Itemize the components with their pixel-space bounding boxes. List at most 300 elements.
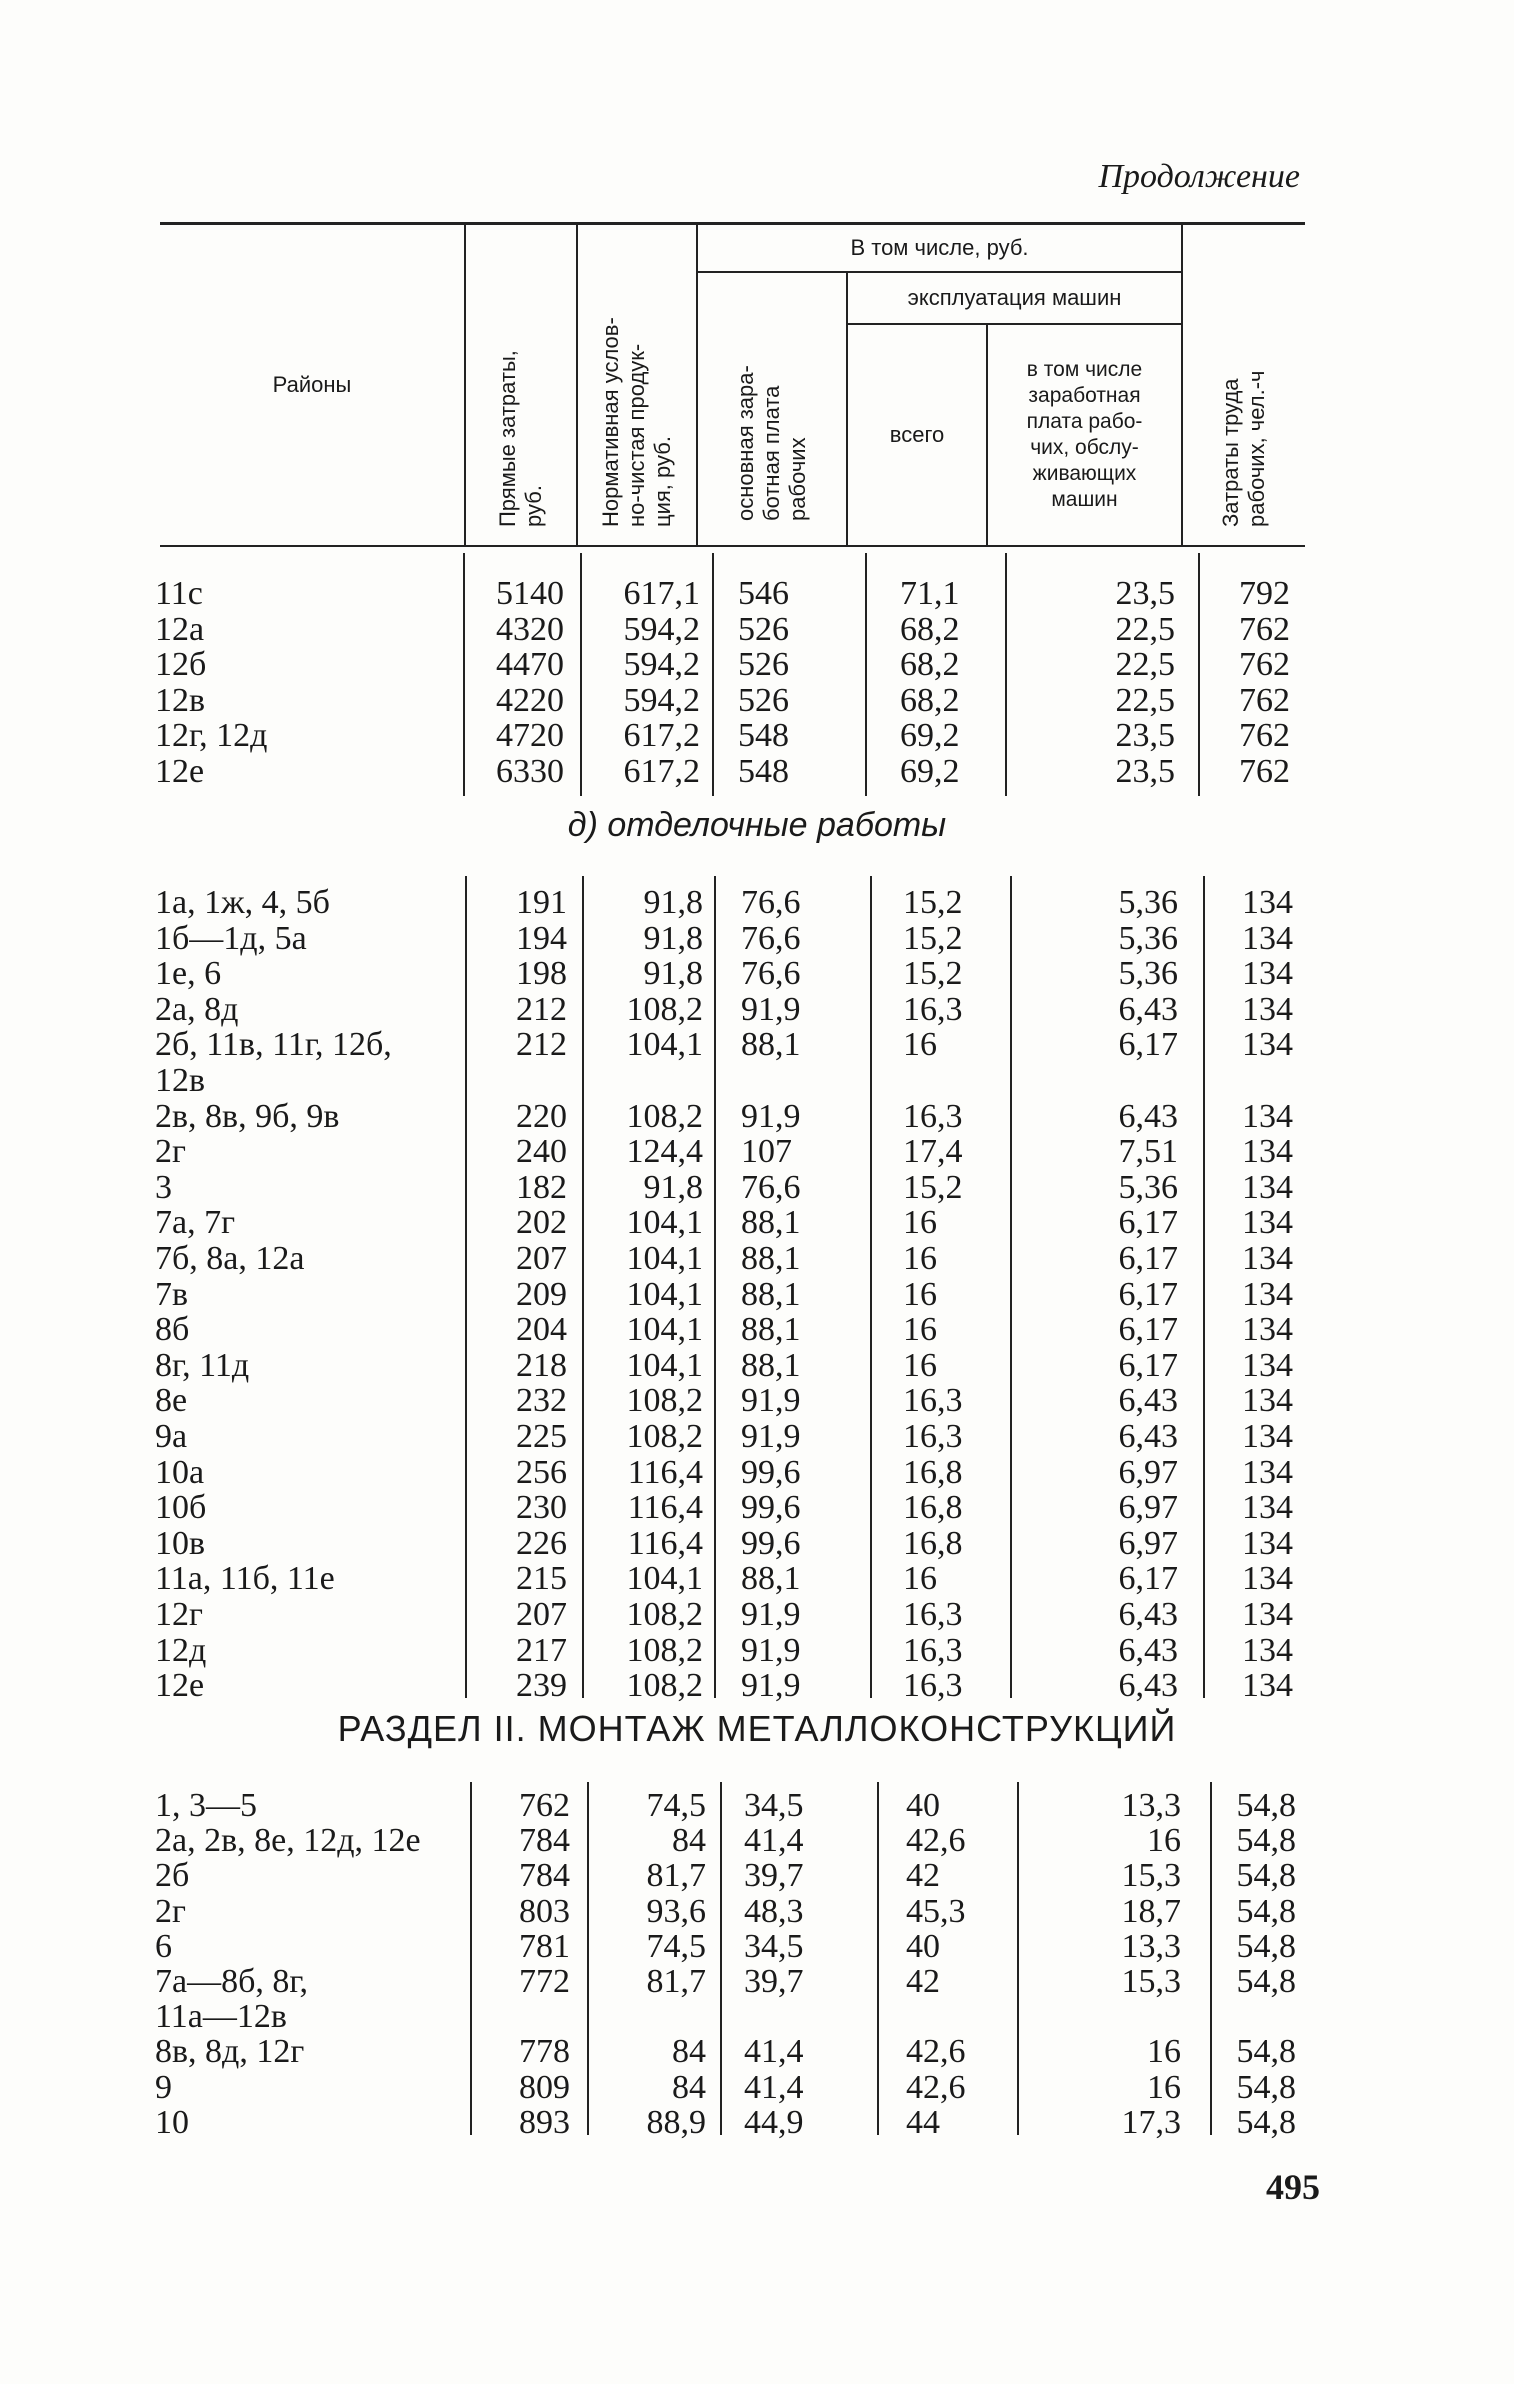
cell-base-wage: 99,6	[741, 1524, 801, 1562]
cell-normative-output: 108,2	[626, 1596, 703, 1633]
cell-region: 7а, 7г	[155, 1204, 236, 1242]
cell-base-wage: 91,9	[741, 990, 801, 1028]
cell-region: 1е, 6	[155, 955, 222, 993]
header-total: всего	[847, 324, 987, 546]
cell-region: 3	[155, 1168, 172, 1206]
table-row	[0, 612, 1514, 648]
cell-labor: 134	[1242, 1240, 1293, 1277]
cell-region: 1, 3—5	[155, 1787, 257, 1824]
cell-machine-total: 16,3	[903, 1418, 963, 1455]
cell-normative-output: 84	[672, 2068, 706, 2106]
cell-direct-costs: 194	[516, 919, 567, 957]
cell-base-wage: 88,1	[741, 1560, 801, 1598]
cell-region: 2г	[155, 1892, 186, 1930]
table-row	[0, 1823, 1514, 1859]
cell-labor: 762	[1239, 717, 1290, 755]
cell-machine-wage: 6,97	[1118, 1453, 1178, 1491]
cell-labor: 134	[1242, 1097, 1293, 1135]
cell-machine-wage: 5,36	[1118, 1168, 1178, 1206]
cell-region: 12г	[155, 1596, 203, 1633]
table-row	[0, 885, 1514, 921]
cell-labor: 134	[1242, 919, 1293, 957]
cell-normative-output: 124,4	[626, 1133, 703, 1171]
cell-labor: 54,8	[1236, 1892, 1296, 1930]
cell-normative-output: 108,2	[626, 1097, 703, 1135]
cell-base-wage: 99,6	[741, 1489, 801, 1527]
cell-base-wage: 41,4	[744, 2033, 804, 2071]
table-row	[0, 1348, 1514, 1384]
table-row	[0, 1964, 1514, 2000]
cell-direct-costs: 209	[516, 1275, 567, 1313]
cell-machine-total: 69,2	[900, 753, 960, 790]
cell-labor: 134	[1242, 1311, 1293, 1349]
header-labor: Затраты труда рабочих, чел.-ч	[1182, 224, 1305, 547]
cell-normative-output: 74,5	[646, 1927, 706, 1965]
cell-labor: 134	[1242, 884, 1293, 921]
cell-base-wage: 76,6	[741, 955, 801, 993]
cell-machine-total: 16	[903, 1275, 937, 1313]
cell-machine-total: 15,2	[903, 955, 963, 993]
cell-region: 2б	[155, 1857, 190, 1895]
cell-direct-costs: 4220	[496, 681, 564, 719]
cell-normative-output: 617,2	[623, 753, 700, 790]
part-title-section-2: РАЗДЕЛ II. МОНТАЖ МЕТАЛЛОКОНСТРУКЦИЙ	[337, 1708, 1177, 1749]
cell-machine-wage: 6,43	[1118, 1667, 1178, 1705]
table-row	[0, 1099, 1514, 1135]
cell-base-wage: 91,9	[741, 1596, 801, 1633]
cell-base-wage: 41,4	[744, 1822, 804, 1860]
cell-machine-total: 42,6	[906, 2033, 966, 2071]
cell-normative-output: 88,9	[646, 2103, 706, 2141]
cell-direct-costs: 202	[516, 1204, 567, 1242]
cell-machine-total: 42,6	[906, 2068, 966, 2106]
cell-machine-total: 16	[903, 1311, 937, 1349]
cell-machine-total: 16,3	[903, 1596, 963, 1633]
cell-direct-costs: 215	[516, 1560, 567, 1598]
cell-region: 9а	[155, 1418, 188, 1455]
cell-base-wage: 76,6	[741, 919, 801, 957]
cell-machine-wage: 15,3	[1121, 1857, 1181, 1895]
cell-normative-output: 108,2	[626, 1418, 703, 1455]
cell-base-wage: 526	[738, 610, 789, 648]
cell-labor: 54,8	[1236, 1822, 1296, 1860]
continuation-label: Продолжение	[1098, 158, 1300, 195]
cell-base-wage: 526	[738, 646, 789, 684]
cell-normative-output: 104,1	[626, 1275, 703, 1313]
cell-machine-total: 16,8	[903, 1489, 963, 1527]
table-row	[0, 1419, 1514, 1455]
table-row	[0, 1277, 1514, 1313]
cell-direct-costs: 781	[519, 1927, 570, 1965]
cell-base-wage: 34,5	[744, 1787, 804, 1824]
cell-direct-costs: 803	[519, 1892, 570, 1930]
cell-labor: 134	[1242, 1453, 1293, 1491]
cell-normative-output: 108,2	[626, 1667, 703, 1705]
cell-machine-total: 16,3	[903, 1097, 963, 1135]
cell-region: 10б	[155, 1489, 207, 1527]
cell-machine-wage: 6,17	[1118, 1311, 1178, 1349]
cell-machine-total: 16	[903, 1560, 937, 1598]
cell-direct-costs: 784	[519, 1857, 570, 1895]
cell-normative-output: 91,8	[643, 1168, 703, 1206]
table-row	[0, 1063, 1514, 1099]
cell-machine-total: 45,3	[906, 1892, 966, 1930]
table-row	[0, 1894, 1514, 1930]
table-row	[0, 921, 1514, 957]
cell-region: 8г, 11д	[155, 1346, 250, 1384]
cell-labor: 134	[1242, 1560, 1293, 1598]
cell-machine-wage: 6,43	[1118, 1596, 1178, 1633]
cell-normative-output: 116,4	[627, 1489, 703, 1527]
cell-labor: 54,8	[1236, 1963, 1296, 2000]
cell-region: 12в	[155, 681, 206, 719]
cell-direct-costs: 207	[516, 1596, 567, 1633]
cell-machine-wage: 6,97	[1118, 1524, 1178, 1562]
cell-direct-costs: 217	[516, 1631, 567, 1669]
table-row	[0, 647, 1514, 683]
cell-machine-wage: 5,36	[1118, 919, 1178, 957]
cell-machine-wage: 6,43	[1118, 1631, 1178, 1669]
cell-base-wage: 99,6	[741, 1453, 801, 1491]
cell-machine-wage: 22,5	[1115, 646, 1175, 684]
cell-region: 6	[155, 1927, 172, 1965]
cell-machine-total: 15,2	[903, 919, 963, 957]
cell-normative-output: 104,1	[626, 1026, 703, 1064]
cell-labor: 762	[1239, 610, 1290, 648]
cell-region: 10а	[155, 1453, 205, 1491]
cell-labor: 134	[1242, 1631, 1293, 1669]
cell-machine-wage: 23,5	[1115, 575, 1175, 612]
cell-direct-costs: 4470	[496, 646, 564, 684]
table-row	[0, 2105, 1514, 2141]
cell-direct-costs: 772	[519, 1963, 570, 2000]
cell-normative-output: 594,2	[623, 646, 700, 684]
table-row	[0, 1999, 1514, 2035]
header-machine-operation: эксплуатация машин	[847, 272, 1182, 325]
cell-machine-wage: 6,43	[1118, 1097, 1178, 1135]
cell-direct-costs: 225	[516, 1418, 567, 1455]
cell-labor: 134	[1242, 1133, 1293, 1171]
cell-region: 11с	[155, 575, 203, 612]
cell-labor: 134	[1242, 1667, 1293, 1705]
cell-labor: 54,8	[1236, 1857, 1296, 1895]
cell-normative-output: 104,1	[626, 1560, 703, 1598]
cell-region: 2а, 2в, 8е, 12д, 12е	[155, 1822, 421, 1860]
cell-labor: 134	[1242, 1168, 1293, 1206]
header-direct-costs: Прямые затраты, руб.	[465, 224, 577, 547]
cell-direct-costs: 204	[516, 1311, 567, 1349]
cell-region: 1а, 1ж, 4, 5б	[155, 884, 330, 921]
cell-region: 2а, 8д	[155, 990, 239, 1028]
cell-direct-costs: 212	[516, 1026, 567, 1064]
cell-direct-costs: 256	[516, 1453, 567, 1491]
cell-direct-costs: 4720	[496, 717, 564, 755]
cell-machine-total: 16	[903, 1240, 937, 1277]
cell-direct-costs: 218	[516, 1346, 567, 1384]
cell-labor: 54,8	[1236, 2068, 1296, 2106]
table-row	[0, 718, 1514, 754]
cell-labor: 54,8	[1236, 1787, 1296, 1824]
cell-normative-output: 74,5	[646, 1787, 706, 1824]
cell-normative-output: 81,7	[646, 1857, 706, 1895]
cell-direct-costs: 191	[516, 884, 567, 921]
cell-base-wage: 88,1	[741, 1346, 801, 1384]
cell-machine-total: 16,3	[903, 1382, 963, 1420]
table-row	[0, 1134, 1514, 1170]
cell-labor: 792	[1239, 575, 1290, 612]
cell-machine-wage: 6,43	[1118, 1382, 1178, 1420]
cell-machine-wage: 6,17	[1118, 1275, 1178, 1313]
cell-direct-costs: 5140	[496, 575, 564, 612]
cell-base-wage: 34,5	[744, 1927, 804, 1965]
cell-machine-wage: 5,36	[1118, 884, 1178, 921]
cell-labor: 762	[1239, 681, 1290, 719]
cell-normative-output: 594,2	[623, 610, 700, 648]
cell-region: 12д	[155, 1631, 207, 1669]
cell-normative-output: 116,4	[627, 1524, 703, 1562]
cell-machine-total: 15,2	[903, 1168, 963, 1206]
cell-machine-total: 68,2	[900, 681, 960, 719]
cell-base-wage: 548	[738, 717, 789, 755]
cell-base-wage: 88,1	[741, 1311, 801, 1349]
cell-machine-total: 15,2	[903, 884, 963, 921]
cell-machine-total: 16,3	[903, 1631, 963, 1669]
cell-direct-costs: 893	[519, 2103, 570, 2141]
cell-normative-output: 91,8	[643, 919, 703, 957]
table-row	[0, 754, 1514, 790]
cell-region: 1б—1д, 5а	[155, 919, 307, 957]
table-row	[0, 1205, 1514, 1241]
cell-base-wage: 41,4	[744, 2068, 804, 2106]
cell-machine-wage: 15,3	[1121, 1963, 1181, 2000]
cell-normative-output: 617,2	[623, 717, 700, 755]
cell-normative-output: 104,1	[626, 1346, 703, 1384]
cell-region: 12в	[155, 1062, 206, 1099]
cell-machine-wage: 6,17	[1118, 1346, 1178, 1384]
header-incl-wage: в том числе заработная плата рабо- чих, обслу- живающих машин	[987, 324, 1182, 546]
table-row	[0, 683, 1514, 719]
cell-region: 12е	[155, 1667, 205, 1705]
table-row	[0, 1241, 1514, 1277]
cell-normative-output: 91,8	[643, 955, 703, 993]
cell-machine-wage: 16	[1147, 2033, 1181, 2071]
cell-direct-costs: 212	[516, 990, 567, 1028]
cell-direct-costs: 182	[516, 1168, 567, 1206]
cell-direct-costs: 232	[516, 1382, 567, 1420]
header-regions: Районы	[160, 224, 465, 547]
cell-normative-output: 617,1	[623, 575, 700, 612]
table-row	[0, 1312, 1514, 1348]
cell-machine-total: 42	[906, 1963, 940, 2000]
cell-labor: 134	[1242, 1489, 1293, 1527]
cell-region: 2г	[155, 1133, 186, 1171]
table-row	[0, 1027, 1514, 1063]
cell-labor: 134	[1242, 1596, 1293, 1633]
cell-machine-total: 16,3	[903, 1667, 963, 1705]
cell-normative-output: 93,6	[646, 1892, 706, 1930]
cell-labor: 134	[1242, 990, 1293, 1028]
cell-base-wage: 91,9	[741, 1418, 801, 1455]
cell-base-wage: 526	[738, 681, 789, 719]
cell-region: 8б	[155, 1311, 190, 1349]
cell-base-wage: 48,3	[744, 1892, 804, 1930]
cell-base-wage: 76,6	[741, 884, 801, 921]
cell-base-wage: 88,1	[741, 1240, 801, 1277]
cell-machine-total: 16,3	[903, 990, 963, 1028]
cell-machine-wage: 6,17	[1118, 1204, 1178, 1242]
cell-base-wage: 88,1	[741, 1026, 801, 1064]
table-row	[0, 1633, 1514, 1669]
cell-normative-output: 108,2	[626, 1631, 703, 1669]
cell-labor: 134	[1242, 955, 1293, 993]
header-normative-output: Нормативная услов- но-чистая продук- ция, руб.	[577, 224, 697, 547]
table-row	[0, 2034, 1514, 2070]
cell-region: 7б, 8а, 12а	[155, 1240, 305, 1277]
cell-machine-total: 42	[906, 1857, 940, 1895]
cell-normative-output: 594,2	[623, 681, 700, 719]
cell-machine-wage: 23,5	[1115, 717, 1175, 755]
cell-direct-costs: 778	[519, 2033, 570, 2071]
cell-labor: 134	[1242, 1204, 1293, 1242]
cell-machine-total: 16,8	[903, 1453, 963, 1491]
cell-region: 8в, 8д, 12г	[155, 2033, 305, 2071]
cell-base-wage: 76,6	[741, 1168, 801, 1206]
cell-normative-output: 84	[672, 2033, 706, 2071]
cell-machine-wage: 6,17	[1118, 1560, 1178, 1598]
cell-region: 7а—8б, 8г,	[155, 1963, 308, 2000]
cell-machine-total: 68,2	[900, 646, 960, 684]
cell-machine-wage: 22,5	[1115, 610, 1175, 648]
cell-region: 2в, 8в, 9б, 9в	[155, 1097, 340, 1135]
cell-base-wage: 39,7	[744, 1963, 804, 2000]
cell-machine-total: 16	[903, 1346, 937, 1384]
table-row	[0, 1668, 1514, 1704]
cell-machine-wage: 23,5	[1115, 753, 1175, 790]
cell-machine-wage: 17,3	[1121, 2103, 1181, 2141]
cell-direct-costs: 809	[519, 2068, 570, 2106]
cell-machine-wage: 6,17	[1118, 1240, 1178, 1277]
cell-machine-total: 16	[903, 1026, 937, 1064]
cell-normative-output: 91,8	[643, 884, 703, 921]
table-row	[0, 1597, 1514, 1633]
cell-region: 12б	[155, 646, 207, 684]
cell-machine-total: 44	[906, 2103, 940, 2141]
cell-machine-wage: 7,51	[1118, 1133, 1178, 1171]
cell-machine-total: 40	[906, 1787, 940, 1824]
cell-base-wage: 44,9	[744, 2103, 804, 2141]
cell-machine-wage: 13,3	[1121, 1927, 1181, 1965]
cell-region: 11а, 11б, 11е	[155, 1560, 335, 1598]
cell-machine-total: 71,1	[900, 575, 960, 612]
cell-machine-wage: 6,43	[1118, 990, 1178, 1028]
cell-direct-costs: 6330	[496, 753, 564, 790]
cell-region: 12г, 12д	[155, 717, 268, 755]
cell-direct-costs: 762	[519, 1787, 570, 1824]
table-row	[0, 1526, 1514, 1562]
cell-region: 9	[155, 2068, 172, 2106]
cell-machine-wage: 16	[1147, 1822, 1181, 1860]
cell-normative-output: 104,1	[626, 1204, 703, 1242]
cell-machine-wage: 22,5	[1115, 681, 1175, 719]
cell-direct-costs: 198	[516, 955, 567, 993]
table-row	[0, 1490, 1514, 1526]
cell-direct-costs: 239	[516, 1667, 567, 1705]
cell-direct-costs: 784	[519, 1822, 570, 1860]
cell-normative-output: 84	[672, 1822, 706, 1860]
cell-labor: 54,8	[1236, 2103, 1296, 2141]
cell-machine-total: 16,8	[903, 1524, 963, 1562]
cell-base-wage: 91,9	[741, 1667, 801, 1705]
header-base-wage: основная зара- ботная плата рабочих	[697, 272, 847, 547]
cell-normative-output: 104,1	[626, 1240, 703, 1277]
cell-machine-wage: 6,97	[1118, 1489, 1178, 1527]
table-row	[0, 1788, 1514, 1824]
cell-direct-costs: 4320	[496, 610, 564, 648]
table-row	[0, 1929, 1514, 1965]
cell-base-wage: 88,1	[741, 1275, 801, 1313]
table-row	[0, 1561, 1514, 1597]
cell-machine-total: 17,4	[903, 1133, 963, 1171]
cell-base-wage: 88,1	[741, 1204, 801, 1242]
cell-machine-wage: 6,17	[1118, 1026, 1178, 1064]
cell-region: 2б, 11в, 11г, 12б,	[155, 1026, 392, 1064]
table-row	[0, 1383, 1514, 1419]
cell-labor: 134	[1242, 1275, 1293, 1313]
table-header	[160, 222, 1305, 547]
table-row	[0, 576, 1514, 612]
cell-direct-costs: 240	[516, 1133, 567, 1171]
cell-region: 10	[155, 2103, 189, 2141]
cell-base-wage: 107	[741, 1133, 792, 1171]
cell-machine-wage: 18,7	[1121, 1892, 1181, 1930]
cell-labor: 134	[1242, 1382, 1293, 1420]
cell-labor: 134	[1242, 1524, 1293, 1562]
cell-normative-output: 108,2	[626, 1382, 703, 1420]
cell-normative-output: 104,1	[626, 1311, 703, 1349]
cell-machine-total: 16	[903, 1204, 937, 1242]
table-row	[0, 992, 1514, 1028]
cell-base-wage: 91,9	[741, 1631, 801, 1669]
cell-labor: 54,8	[1236, 2033, 1296, 2071]
cell-machine-wage: 6,43	[1118, 1418, 1178, 1455]
table-row	[0, 1858, 1514, 1894]
cell-labor: 762	[1239, 753, 1290, 790]
cell-machine-wage: 5,36	[1118, 955, 1178, 993]
cell-machine-total: 42,6	[906, 1822, 966, 1860]
cell-labor: 134	[1242, 1346, 1293, 1384]
cell-normative-output: 116,4	[627, 1453, 703, 1491]
table-row	[0, 1170, 1514, 1206]
cell-region: 12а	[155, 610, 205, 648]
cell-machine-wage: 16	[1147, 2068, 1181, 2106]
cell-normative-output: 108,2	[626, 990, 703, 1028]
cell-direct-costs: 220	[516, 1097, 567, 1135]
cell-direct-costs: 230	[516, 1489, 567, 1527]
cell-region: 11а—12в	[155, 1998, 287, 2036]
table-row	[0, 1455, 1514, 1491]
cell-machine-total: 68,2	[900, 610, 960, 648]
cell-machine-total: 40	[906, 1927, 940, 1965]
section-title-finishing: д) отделочные работы	[567, 806, 947, 844]
cell-machine-wage: 13,3	[1121, 1787, 1181, 1824]
cell-labor: 762	[1239, 646, 1290, 684]
cell-region: 7в	[155, 1275, 189, 1313]
cell-base-wage: 39,7	[744, 1857, 804, 1895]
page-number: 495	[1266, 2167, 1320, 2207]
cell-labor: 134	[1242, 1418, 1293, 1455]
header-incl: В том числе, руб.	[697, 224, 1182, 272]
cell-machine-total: 69,2	[900, 717, 960, 755]
